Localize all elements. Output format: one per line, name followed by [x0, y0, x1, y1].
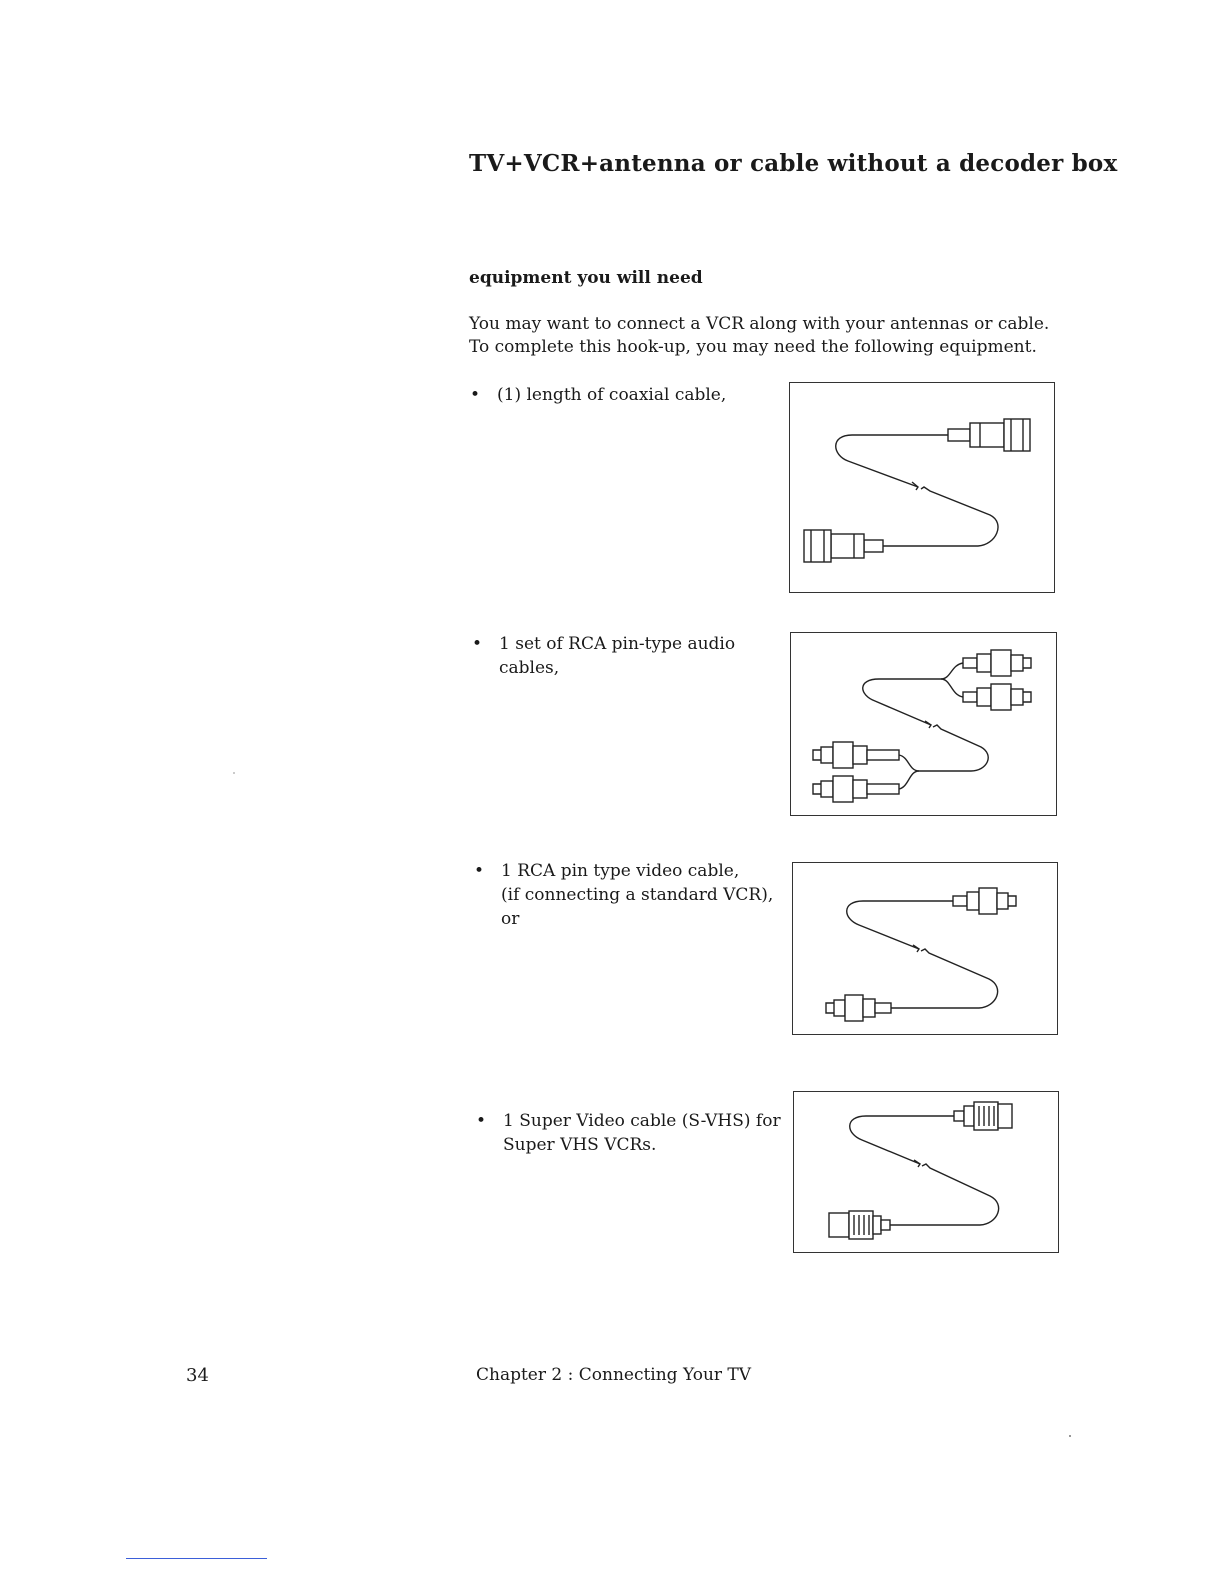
chapter-footer: Chapter 2 : Connecting Your TV — [476, 1365, 752, 1385]
item-line: 1 RCA pin type video cable, — [501, 861, 740, 881]
item-text — [499, 632, 789, 680]
item-line: 1 Super Video cable (S-VHS) for — [503, 1111, 781, 1131]
bullet: • — [470, 385, 481, 405]
bottom-rule — [126, 1558, 267, 1559]
item-line: Super VHS VCRs. — [503, 1135, 657, 1155]
item-text — [497, 383, 787, 407]
page-title: TV+VCR+antenna or cable without a decoder box — [469, 150, 1118, 177]
s-video-cable-illustration — [793, 1091, 1059, 1253]
coaxial-cable-illustration — [789, 382, 1055, 593]
page-number: 34 — [186, 1365, 209, 1386]
bullet: • — [472, 634, 483, 654]
item-text — [503, 1109, 793, 1157]
section-heading: equipment you will need — [469, 268, 703, 288]
rca-audio-cables-illustration — [790, 632, 1057, 816]
scan-speck — [1069, 1435, 1071, 1437]
intro-line: To complete this hook-up, you may need the following equipment. — [469, 337, 1037, 357]
item-line: cables, — [499, 658, 560, 678]
item-line: 1 set of RCA pin-type audio — [499, 634, 736, 654]
intro-line: You may want to connect a VCR along with your antennas or cable. — [469, 314, 1050, 334]
scan-speck — [233, 772, 235, 774]
intro-paragraph — [469, 313, 1069, 359]
item-line: or — [501, 909, 520, 929]
rca-video-cable-illustration — [792, 862, 1058, 1035]
item-line: (if connecting a standard VCR), — [501, 885, 774, 905]
item-line: (1) length of coaxial cable, — [497, 385, 727, 405]
bullet: • — [474, 861, 485, 881]
item-text — [501, 859, 791, 931]
bullet: • — [476, 1111, 487, 1131]
